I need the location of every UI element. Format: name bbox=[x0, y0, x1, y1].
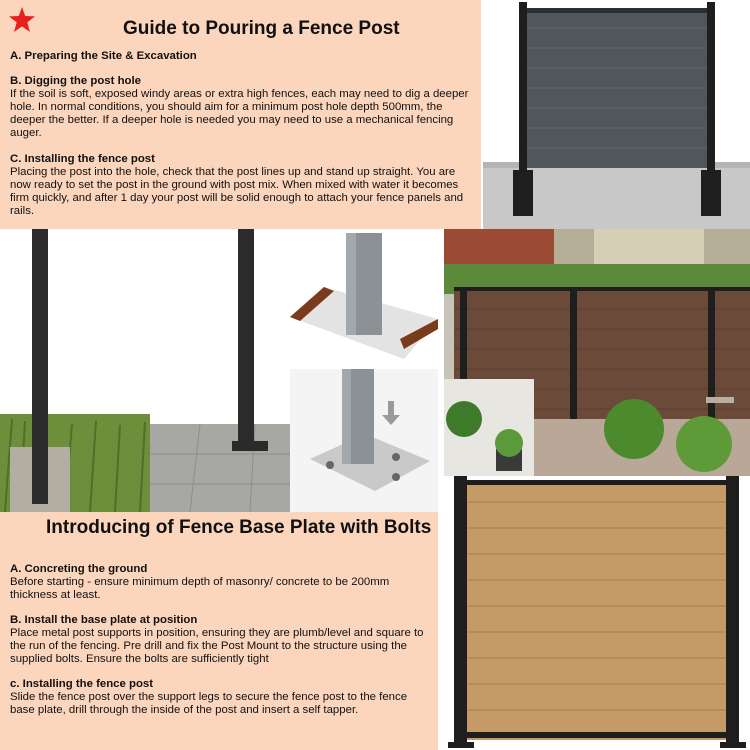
section-heading: c. Installing the fence post bbox=[10, 678, 154, 690]
section-heading: B. Install the base plate at position bbox=[10, 614, 198, 626]
guide-section-a bbox=[10, 50, 480, 63]
section-heading: A. Concreting the ground bbox=[10, 563, 148, 575]
guide-title: Guide to Pouring a Fence Post bbox=[123, 18, 400, 39]
installed-fence-photo bbox=[444, 229, 750, 476]
section-heading: C. Installing the fence post bbox=[10, 153, 155, 165]
baseplate-section-b bbox=[10, 614, 430, 666]
section-body: Place metal post supports in position, ensuring they are plumb/level and square to the run of the fencing. Pre drill and fix the Post Mount to the structure using the supplied bolts. Ensure the bolts are sufficiently tight bbox=[10, 627, 424, 665]
guide-section-b bbox=[10, 75, 478, 140]
guide-section-c bbox=[10, 153, 478, 218]
baseplate-section-c bbox=[10, 678, 430, 717]
star-icon bbox=[8, 6, 36, 34]
section-heading: A. Preparing the Site & Excavation bbox=[10, 50, 197, 62]
section-body: Before starting - ensure minimum depth of masonry/ concrete to be 200mm thickness at least. bbox=[10, 576, 390, 601]
baseplate-title: Introducing of Fence Base Plate with Bolts bbox=[46, 517, 432, 538]
posts-in-ground-photo bbox=[0, 229, 290, 512]
teak-fence-illustration bbox=[444, 476, 750, 750]
grey-fence-illustration bbox=[483, 0, 750, 229]
base-plate-illustration bbox=[290, 229, 438, 512]
section-heading: B. Digging the post hole bbox=[10, 75, 141, 87]
section-body: Slide the fence post over the support legs to secure the fence post to the fence base plate, drill through the inside of the post and insert a self tapper. bbox=[10, 691, 408, 716]
section-body: If the soil is soft, exposed windy areas or extra high fences, each may need to dig a deeper hole. In normal conditions, you should aim for a minimum post hole depth 500mm, the deeper the better. If a deeper hole is needed you may need to use a mechanical fencing auger. bbox=[10, 88, 469, 139]
section-body: Placing the post into the hole, check that the post lines up and stand up straight. You are now ready to set the post in the ground with post mix. When mixed with water it becomes firm quickly, and after 1 day your post will be solid enough to attach your fence panels and rails. bbox=[10, 166, 464, 217]
baseplate-section-a bbox=[10, 563, 425, 602]
